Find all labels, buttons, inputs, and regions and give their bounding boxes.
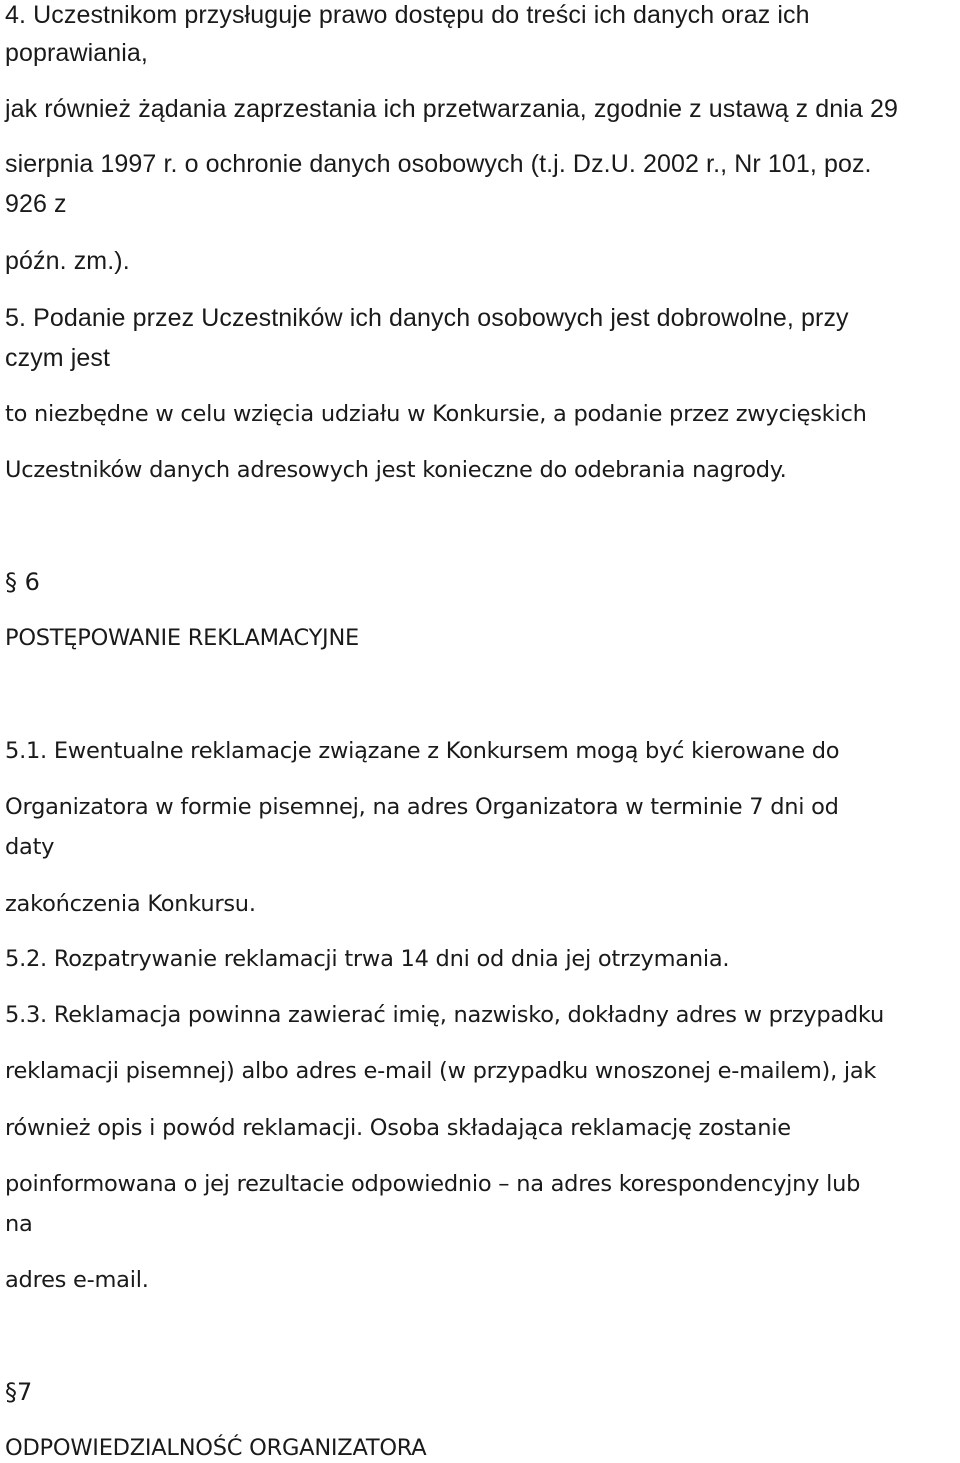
text-line: poinformowana o jej rezultacie odpowiednio – na adres korespondencyjny lub — [5, 1171, 861, 1197]
section-heading: POSTĘPOWANIE REKLAMACYJNE — [5, 625, 359, 651]
text-line: 5.3. Reklamacja powinna zawierać imię, nazwisko, dokładny adres w przypadku — [5, 1002, 885, 1028]
section-heading: ODPOWIEDZIALNOŚĆ ORGANIZATORA — [5, 1435, 427, 1461]
text-line: to niezbędne w celu wzięcia udziału w Konkursie, a podanie przez zwycięskich — [5, 401, 867, 427]
section-symbol: §7 — [5, 1378, 33, 1406]
text-line: 4. Uczestnikom przysługuje prawo dostępu do treści ich danych oraz ich — [5, 1, 810, 29]
text-line: adres e-mail. — [5, 1267, 149, 1293]
text-line: na — [5, 1211, 33, 1237]
text-line: późn. zm.). — [5, 247, 130, 275]
text-line: Uczestników danych adresowych jest konieczne do odebrania nagrody. — [5, 457, 787, 483]
text-line: 5.2. Rozpatrywanie reklamacji trwa 14 dni od dnia jej otrzymania. — [5, 946, 730, 972]
text-line: również opis i powód reklamacji. Osoba składająca reklamację zostanie — [5, 1115, 791, 1141]
text-line: 5. Podanie przez Uczestników ich danych osobowych jest dobrowolne, przy — [5, 304, 849, 332]
text-line: Organizatora w formie pisemnej, na adres Organizatora w terminie 7 dni od — [5, 794, 839, 820]
text-line: sierpnia 1997 r. o ochronie danych osobowych (t.j. Dz.U. 2002 r., Nr 101, poz. — [5, 150, 872, 178]
text-line: reklamacji pisemnej) albo adres e-mail (w przypadku wnoszonej e-mailem), jak — [5, 1058, 877, 1084]
text-line: jak również żądania zaprzestania ich przetwarzania, zgodnie z ustawą z dnia 29 — [5, 95, 899, 123]
text-line: czym jest — [5, 344, 111, 372]
section-symbol: § 6 — [5, 568, 40, 596]
text-line: zakończenia Konkursu. — [5, 891, 256, 917]
text-line: 5.1. Ewentualne reklamacje związane z Konkursem mogą być kierowane do — [5, 738, 840, 764]
text-line: poprawiania, — [5, 39, 148, 67]
text-line: 926 z — [5, 190, 67, 218]
text-line: daty — [5, 834, 55, 860]
